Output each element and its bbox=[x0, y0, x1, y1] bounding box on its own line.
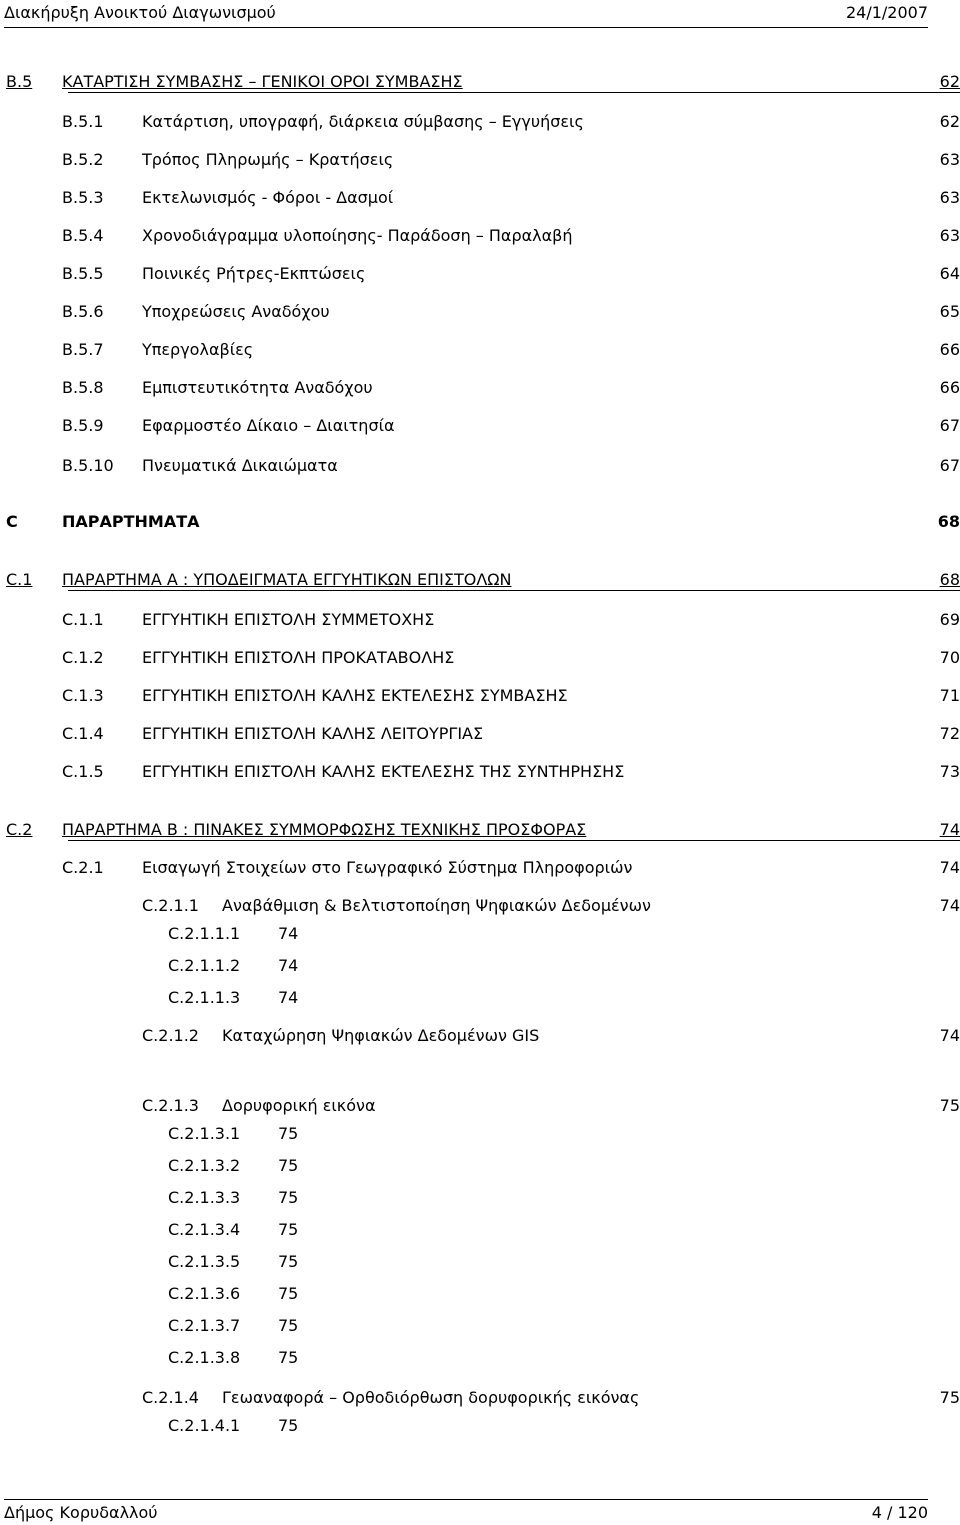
toc-entry[interactable] bbox=[62, 724, 960, 746]
toc-entry[interactable] bbox=[62, 858, 960, 880]
toc-entry-page: 65 bbox=[939, 302, 960, 321]
toc-entry-page: 64 bbox=[939, 264, 960, 283]
toc-entry-title: Εισαγωγή Στοιχείων στο Γεωγραφικό Σύστημα Πληροφοριών bbox=[142, 858, 633, 877]
toc-entry-number: C.2.1.3.8 bbox=[168, 1348, 241, 1367]
toc-entry-number: C.2.1 bbox=[62, 858, 104, 877]
toc-entry-page: 74 bbox=[939, 896, 960, 915]
header-title: Διακήρυξη Ανοικτού Διαγωνισμού bbox=[4, 3, 276, 22]
toc-entry-title: Αναβάθμιση & Βελτιστοποίηση Ψηφιακών Δεδομένων bbox=[222, 896, 651, 915]
toc-entry-number: C.2.1.3.3 bbox=[168, 1188, 241, 1207]
toc-entry-page: 74 bbox=[939, 1026, 960, 1045]
toc-entry-page: 75 bbox=[278, 1348, 299, 1367]
toc-entry-title: Καταχώρηση Ψηφιακών Δεδομένων GIS bbox=[222, 1026, 540, 1045]
toc-entry-number: B.5.3 bbox=[62, 188, 104, 207]
toc-entry-title: ΕΓΓΥΗΤΙΚΗ ΕΠΙΣΤΟΛΗ ΚΑΛΗΣ ΛΕΙΤΟΥΡΓΙΑΣ bbox=[142, 724, 484, 743]
toc-entry-title: ΕΓΓΥΗΤΙΚΗ ΕΠΙΣΤΟΛΗ ΣΥΜΜΕΤΟΧΗΣ bbox=[142, 610, 435, 629]
toc-entry[interactable] bbox=[62, 226, 960, 248]
toc-entry-number: C.2.1.3.5 bbox=[168, 1252, 241, 1271]
toc-entry-number: B.5.10 bbox=[62, 456, 114, 475]
toc-entry[interactable] bbox=[62, 378, 960, 400]
toc-entry-page: 75 bbox=[278, 1252, 299, 1271]
toc-entry-title: ΕΓΓΥΗΤΙΚΗ ΕΠΙΣΤΟΛΗ ΚΑΛΗΣ ΕΚΤΕΛΕΣΗΣ ΣΥΜΒΑΣΗΣ bbox=[142, 686, 568, 705]
toc-entry[interactable] bbox=[168, 1188, 960, 1210]
toc-entry-number: B.5.7 bbox=[62, 340, 104, 359]
toc-entry-number: B.5.5 bbox=[62, 264, 104, 283]
toc-entry-number: C.1.2 bbox=[62, 648, 104, 667]
toc-entry-number: B.5.2 bbox=[62, 150, 104, 169]
toc-entry[interactable] bbox=[168, 924, 960, 946]
toc-entry-number: C.2.1.1 bbox=[142, 896, 199, 915]
toc-entry-page: 67 bbox=[939, 416, 960, 435]
toc-entry-page: 74 bbox=[278, 956, 299, 975]
toc-entry-title: Τρόπος Πληρωμής – Κρατήσεις bbox=[142, 150, 394, 169]
toc-entry-page: 69 bbox=[939, 610, 960, 629]
toc-entry-page: 62 bbox=[939, 72, 960, 91]
toc-entry-page: 71 bbox=[939, 686, 960, 705]
toc-entry-page: 62 bbox=[939, 112, 960, 131]
toc-entry[interactable] bbox=[168, 1252, 960, 1274]
toc-entry[interactable] bbox=[6, 512, 960, 534]
toc-entry-page: 67 bbox=[939, 456, 960, 475]
toc-entry-number: C.2.1.3.2 bbox=[168, 1156, 241, 1175]
toc-entry-page: 75 bbox=[278, 1316, 299, 1335]
toc-entry-page: 75 bbox=[278, 1284, 299, 1303]
toc-entry[interactable] bbox=[62, 264, 960, 286]
toc-entry[interactable] bbox=[6, 570, 960, 592]
toc-entry-number: C.2.1.3.6 bbox=[168, 1284, 241, 1303]
toc-entry[interactable] bbox=[142, 1388, 960, 1410]
toc-entry-page: 74 bbox=[278, 988, 299, 1007]
toc-entry-number: C.2.1.2 bbox=[142, 1026, 199, 1045]
page-footer bbox=[0, 1495, 960, 1525]
toc-entry-title: Εφαρμοστέο Δίκαιο – Διαιτησία bbox=[142, 416, 395, 435]
toc-entry-page: 63 bbox=[939, 188, 960, 207]
toc-entry-title: Ποινικές Ρήτρες-Εκπτώσεις bbox=[142, 264, 366, 283]
toc-entry-page: 63 bbox=[939, 226, 960, 245]
toc-entry-title: ΠΑΡΑΡΤΗΜΑΤΑ bbox=[62, 512, 200, 531]
toc-entry-page: 75 bbox=[939, 1096, 960, 1115]
toc-entry-page: 66 bbox=[939, 378, 960, 397]
toc-entry-page: 74 bbox=[278, 924, 299, 943]
toc-entry-number: C bbox=[6, 512, 18, 531]
toc-entry[interactable] bbox=[142, 1096, 960, 1118]
toc-entry-number: C.1.3 bbox=[62, 686, 104, 705]
toc-entry-page: 70 bbox=[939, 648, 960, 667]
toc-entry-page: 73 bbox=[939, 762, 960, 781]
toc-entry-number: B.5.8 bbox=[62, 378, 104, 397]
toc-entry[interactable] bbox=[168, 1220, 960, 1242]
toc-entry-page: 63 bbox=[939, 150, 960, 169]
toc-entry-page: 68 bbox=[937, 512, 960, 531]
footer-organization: Δήμος Κορυδαλλού bbox=[4, 1503, 158, 1522]
toc-entry-title: Πνευματικά Δικαιώματα bbox=[142, 456, 338, 475]
toc-entry[interactable] bbox=[62, 686, 960, 708]
toc-entry[interactable] bbox=[62, 416, 960, 438]
toc-entry-page: 75 bbox=[278, 1124, 299, 1143]
toc-entry[interactable] bbox=[62, 302, 960, 324]
toc-entry-title: ΠΑΡΑΡΤΗΜΑ Α : ΥΠΟΔΕΙΓΜΑΤΑ ΕΓΓΥΗΤΙΚΩΝ ΕΠΙΣΤΟΛΩΝ bbox=[62, 570, 512, 589]
toc-entry[interactable] bbox=[62, 762, 960, 784]
toc-entry-title: ΕΓΓΥΗΤΙΚΗ ΕΠΙΣΤΟΛΗ ΚΑΛΗΣ ΕΚΤΕΛΕΣΗΣ ΤΗΣ ΣΥΝΤΗΡΗΣΗΣ bbox=[142, 762, 625, 781]
toc-entry-number: C.2.1.3.4 bbox=[168, 1220, 241, 1239]
toc-entry-number: C.2.1.4.1 bbox=[168, 1416, 241, 1435]
toc-entry[interactable] bbox=[62, 648, 960, 670]
toc-entry[interactable] bbox=[168, 988, 960, 1010]
toc-entry-number: C.1.5 bbox=[62, 762, 104, 781]
toc-entry-title: Εμπιστευτικότητα Αναδόχου bbox=[142, 378, 373, 397]
toc-entry-number: C.1.4 bbox=[62, 724, 104, 743]
toc-entry[interactable] bbox=[62, 456, 960, 478]
toc-entry-number: C.2.1.3 bbox=[142, 1096, 199, 1115]
toc-entry-title: Χρονοδιάγραμμα υλοποίησης- Παράδοση – Παραλαβή bbox=[142, 226, 573, 245]
footer-page-number: 4 / 120 bbox=[871, 1503, 928, 1522]
toc-entry-page: 68 bbox=[939, 570, 960, 589]
toc-entry-number: C.2.1.1.1 bbox=[168, 924, 241, 943]
toc-entry[interactable] bbox=[62, 150, 960, 172]
toc-entry-number: B.5 bbox=[6, 72, 33, 91]
toc-entry-page: 66 bbox=[939, 340, 960, 359]
toc-entry-title: ΚΑΤΑΡΤΙΣΗ ΣΥΜΒΑΣΗΣ – ΓΕΝΙΚΟΙ ΟΡΟΙ ΣΥΜΒΑΣΗΣ bbox=[62, 72, 463, 91]
header-date: 24/1/2007 bbox=[845, 3, 928, 22]
toc-entry-page: 74 bbox=[939, 858, 960, 877]
toc-entry-page: 75 bbox=[278, 1156, 299, 1175]
toc-entry[interactable] bbox=[168, 1156, 960, 1178]
footer-rule bbox=[4, 1499, 928, 1500]
toc-entry[interactable] bbox=[168, 1284, 960, 1306]
toc-entry[interactable] bbox=[142, 1026, 960, 1048]
toc-entry-title: Υπεργολαβίες bbox=[142, 340, 254, 359]
toc-entry-number: C.1 bbox=[6, 570, 33, 589]
toc-entry-page: 74 bbox=[939, 820, 960, 839]
toc-entry[interactable] bbox=[62, 112, 960, 134]
toc-entry-number: C.2 bbox=[6, 820, 33, 839]
toc-entry[interactable] bbox=[62, 188, 960, 210]
toc-entry[interactable] bbox=[6, 820, 960, 842]
toc-entry[interactable] bbox=[142, 896, 960, 918]
toc-entry-underline bbox=[68, 840, 960, 841]
toc-entry[interactable] bbox=[168, 956, 960, 978]
toc-entry[interactable] bbox=[168, 1348, 960, 1370]
toc-entry-number: C.2.1.3.7 bbox=[168, 1316, 241, 1335]
toc-entry-title: Κατάρτιση, υπογραφή, διάρκεια σύμβασης – Εγγυήσεις bbox=[142, 112, 584, 131]
toc-entry-title: Γεωαναφορά – Ορθοδιόρθωση δορυφορικής εικόνας bbox=[222, 1388, 640, 1407]
toc-entry-page: 75 bbox=[278, 1416, 299, 1435]
toc-entry-page: 75 bbox=[278, 1220, 299, 1239]
toc-entry-number: C.2.1.1.2 bbox=[168, 956, 241, 975]
toc-entry-title: Εκτελωνισμός - Φόροι - Δασμοί bbox=[142, 188, 394, 207]
toc-entry-number: C.2.1.3.1 bbox=[168, 1124, 241, 1143]
toc-entry-underline bbox=[68, 590, 960, 591]
toc-entry-title: Δορυφορική εικόνα bbox=[222, 1096, 376, 1115]
toc-entry-number: B.5.4 bbox=[62, 226, 104, 245]
toc-entry-number: C.1.1 bbox=[62, 610, 104, 629]
toc-entry-page: 75 bbox=[939, 1388, 960, 1407]
toc-entry-page: 72 bbox=[939, 724, 960, 743]
toc-entry-number: C.2.1.1.3 bbox=[168, 988, 241, 1007]
toc-entry-title: Υποχρεώσεις Αναδόχου bbox=[142, 302, 330, 321]
toc-entry[interactable] bbox=[168, 1416, 960, 1438]
toc-entry-number: C.2.1.4 bbox=[142, 1388, 199, 1407]
toc-entry[interactable] bbox=[168, 1316, 960, 1338]
toc-entry-page: 75 bbox=[278, 1188, 299, 1207]
toc-entry[interactable] bbox=[6, 72, 960, 94]
toc-entry-number: B.5.6 bbox=[62, 302, 104, 321]
toc-entry[interactable] bbox=[62, 610, 960, 632]
toc-entry-number: B.5.1 bbox=[62, 112, 104, 131]
toc-entry-underline bbox=[68, 92, 960, 93]
toc-entry-title: ΠΑΡΑΡΤΗΜΑ Β : ΠΙΝΑΚΕΣ ΣΥΜΜΟΡΦΩΣΗΣ ΤΕΧΝΙΚΗΣ ΠΡΟΣΦΟΡΑΣ bbox=[62, 820, 587, 839]
toc-entry-title: ΕΓΓΥΗΤΙΚΗ ΕΠΙΣΤΟΛΗ ΠΡΟΚΑΤΑΒΟΛΗΣ bbox=[142, 648, 455, 667]
toc-entry[interactable] bbox=[62, 340, 960, 362]
toc-entry[interactable] bbox=[168, 1124, 960, 1146]
toc-entry-number: B.5.9 bbox=[62, 416, 104, 435]
